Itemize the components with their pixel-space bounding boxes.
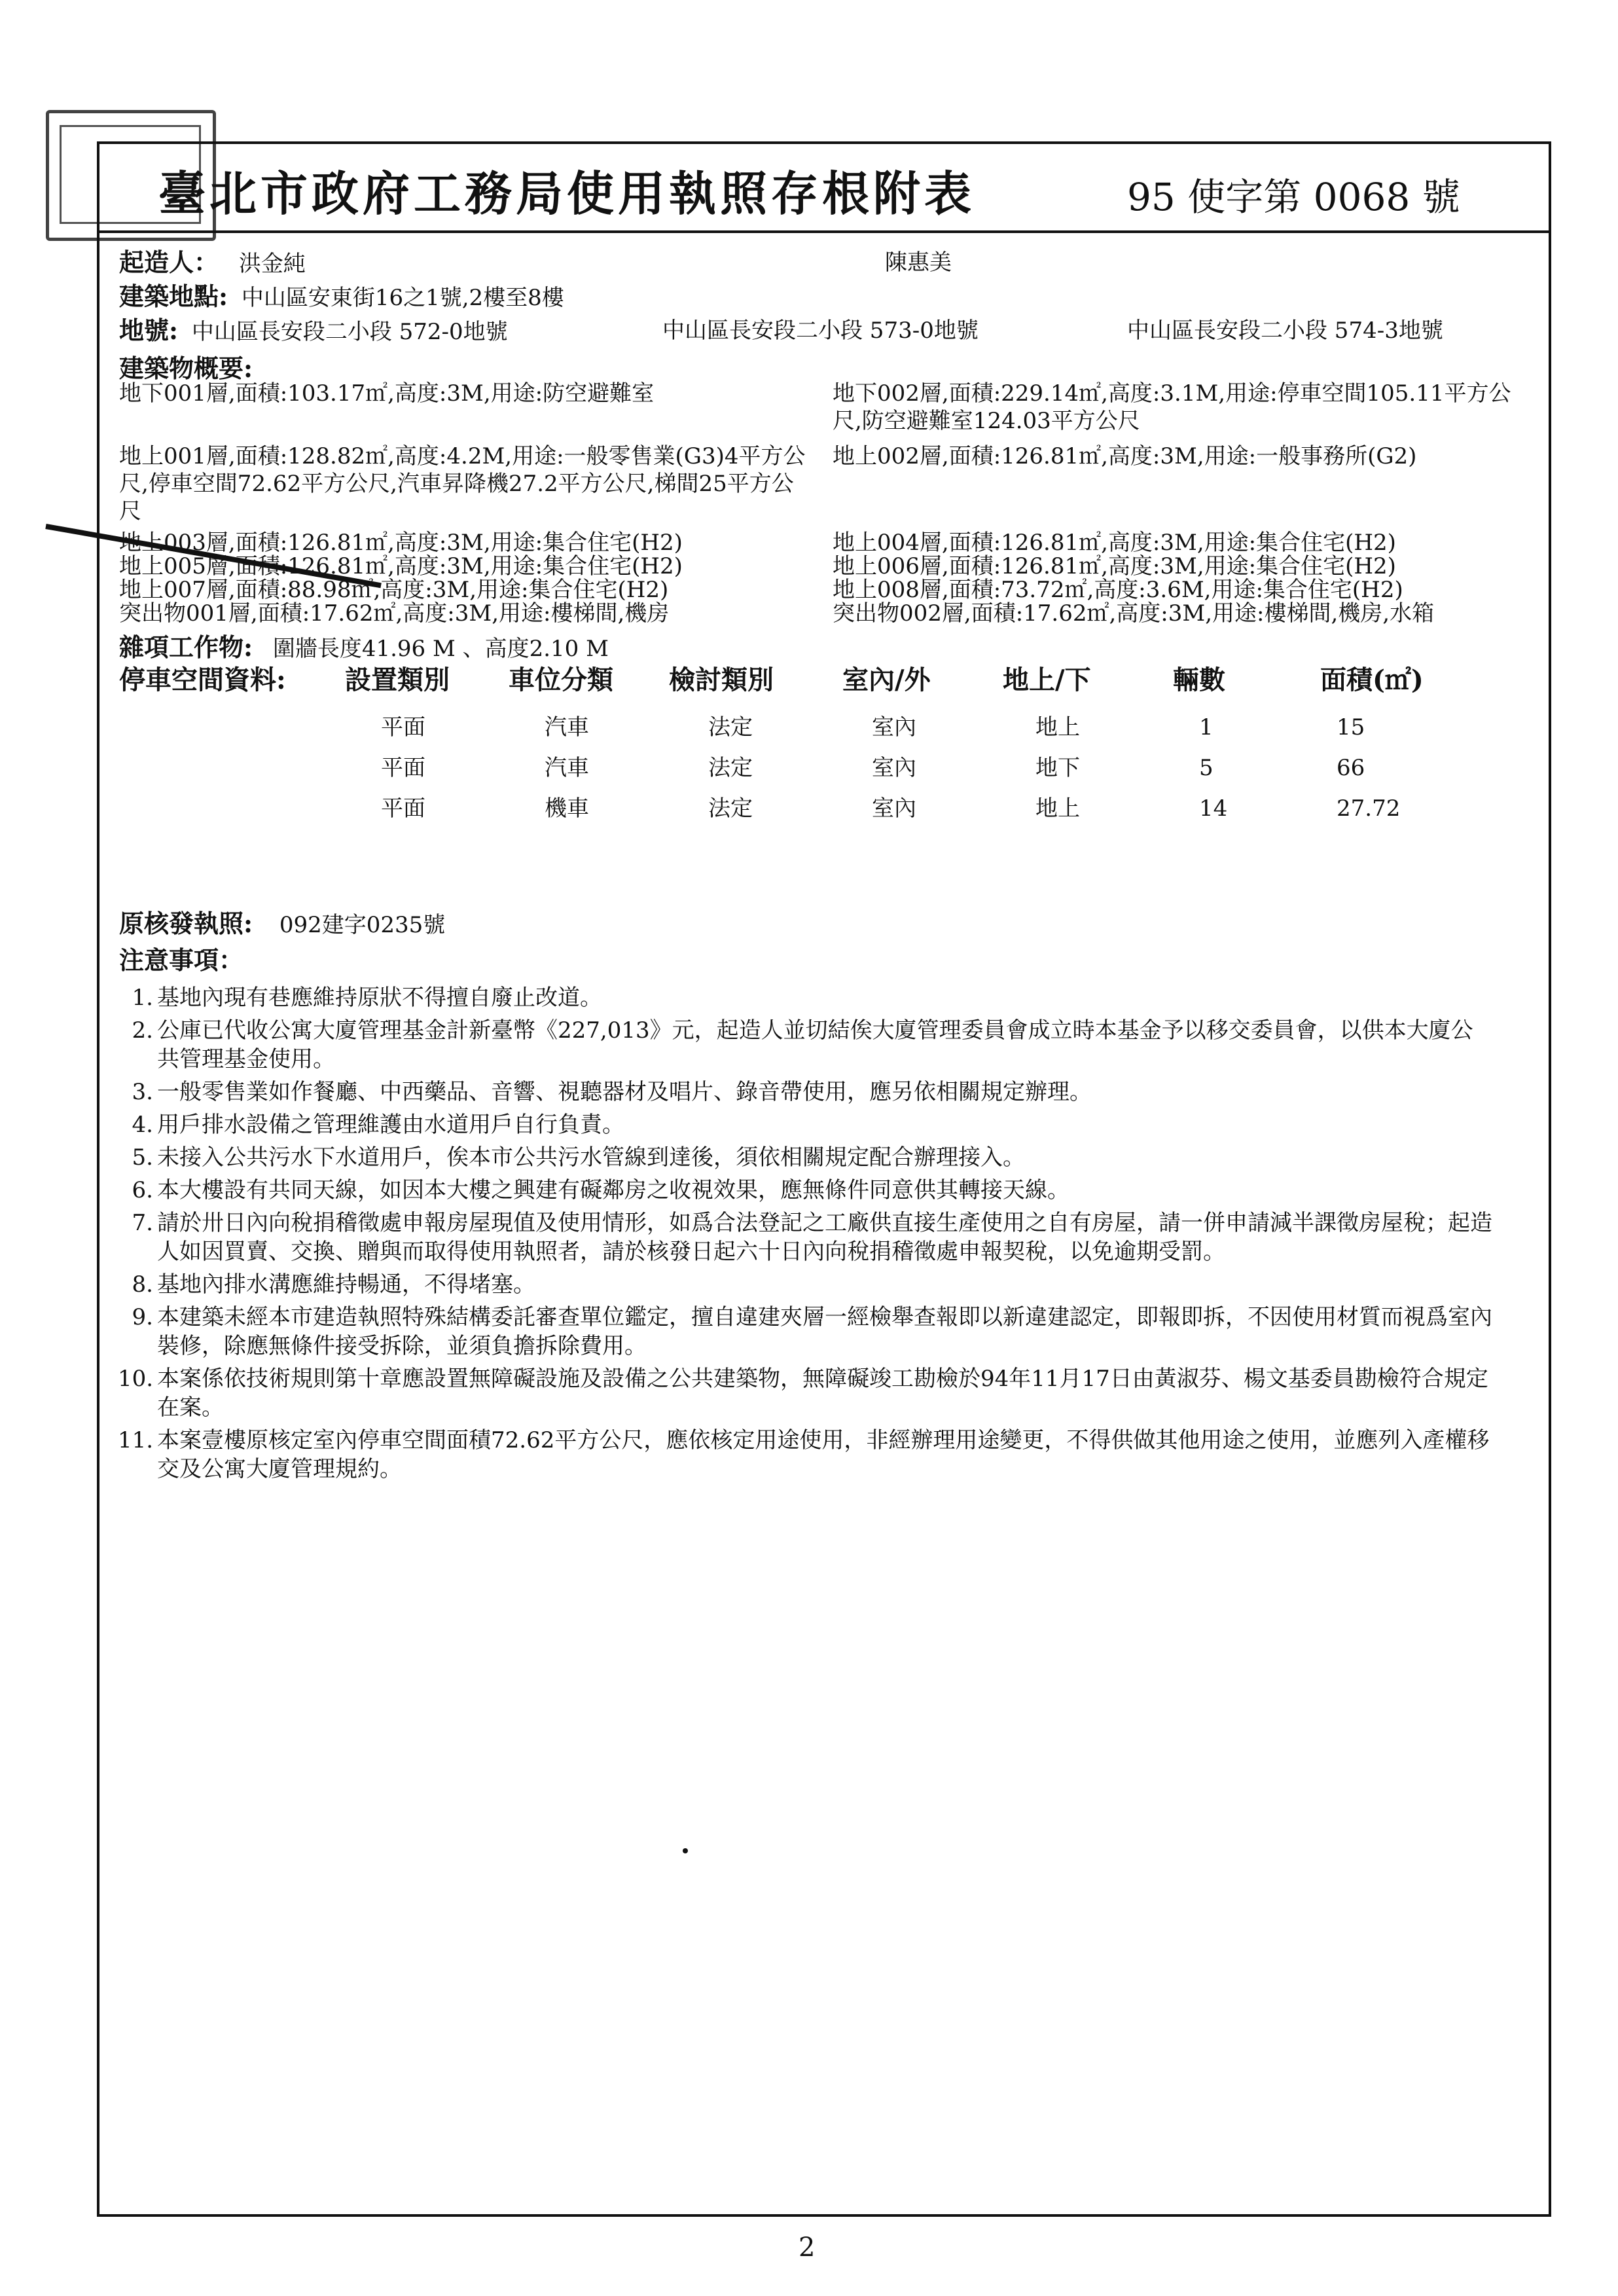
parking-r2-count: 5 (1199, 755, 1214, 781)
misc-value: 圍牆長度41.96 M 、高度2.10 M (272, 636, 609, 662)
document-title: 臺北市政府工務局使用執照存根附表 (158, 166, 976, 221)
note-item (118, 1426, 1492, 1484)
misc-label: 雜項工作物: (119, 632, 253, 662)
note-item (118, 1078, 1492, 1106)
floor-4: 地上004層,面積:126.81㎡,高度:3M,用途:集合住宅(H2) (833, 530, 1396, 556)
builders-row (119, 249, 306, 278)
parking-r2-level: 地下 (1035, 755, 1080, 781)
builder-name-1: 洪金純 (238, 251, 306, 277)
note-text: 本大樓設有共同天線，如因本大樓之興建有礙鄰房之收視效果，應無條件同意供其轉接天線。 (157, 1177, 1070, 1203)
note-text: 用戶排水設備之管理維護由水道用戶自行負責。 (157, 1112, 624, 1138)
lot-3: 中山區長安段二小段 574-3地號 (1127, 318, 1443, 344)
note-number: 7. (132, 1210, 153, 1236)
note-item (118, 1143, 1492, 1172)
site-label: 建築地點: (119, 282, 228, 311)
parking-header-area: 面積(㎡) (1320, 665, 1424, 695)
note-item (118, 983, 1492, 1012)
parking-r3-inout: 室內 (872, 795, 916, 822)
note-number: 3. (132, 1079, 153, 1105)
parking-r3-count: 14 (1199, 795, 1228, 822)
note-text: 請於卅日內向稅捐稽徵處申報房屋現值及使用情形，如爲合法登記之工廠供直接生產使用之自有房屋，請一併申請減半課徵房屋稅；起造人如因買賣、交換、贈與而取得使用執照者，請於核發日起六十日內向稅捐稽徵處申報契稅，以免逾期受罰。 (157, 1210, 1492, 1265)
parking-r2-review: 法定 (708, 755, 753, 781)
floor-6: 地上006層,面積:126.81㎡,高度:3M,用途:集合住宅(H2) (833, 553, 1396, 579)
misc-row (119, 634, 609, 663)
page-number: 2 (799, 2232, 816, 2263)
notes-list (118, 983, 1492, 1487)
parking-header-count: 輛數 (1173, 665, 1225, 695)
document-frame (97, 141, 1551, 2217)
note-number: 1. (132, 985, 153, 1011)
note-number: 8. (132, 1271, 153, 1298)
parking-r3-review: 法定 (708, 795, 753, 822)
parking-r1-type: 平面 (381, 714, 425, 740)
parking-header-class: 車位分類 (509, 665, 613, 695)
floor-b1: 地下001層,面積:103.17㎡,高度:3M,用途:防空避難室 (119, 380, 655, 407)
rooftop-1: 突出物001層,面積:17.62㎡,高度:3M,用途:樓梯間,機房 (119, 600, 670, 627)
floor-5: 地上005層,面積:126.81㎡,高度:3M,用途:集合住宅(H2) (119, 553, 683, 579)
note-number: 11. (118, 1427, 154, 1453)
builder-name-2: 陳惠美 (885, 249, 952, 276)
parking-r1-count: 1 (1199, 714, 1214, 740)
note-text: 公庫已代收公寓大廈管理基金計新臺幣《227,013》元，起造人並切結俟大廈管理委員會成立時本基金予以移交委員會，以供本大廈公共管理基金使用。 (157, 1017, 1473, 1072)
note-item (118, 1303, 1492, 1360)
note-text: 本建築未經本市建造執照特殊結構委託審查單位鑑定，擅自違建夾層一經檢舉查報即以新違建認定，即報即拆，不因使用材質而視爲室內裝修，除應無條件接受拆除，並須負擔拆除費用。 (157, 1304, 1492, 1359)
parking-header-inout: 室內/外 (842, 665, 931, 695)
parking-r2-type: 平面 (381, 755, 425, 781)
parking-r2-class: 汽車 (545, 755, 589, 781)
parking-header-review: 檢討類別 (669, 665, 774, 695)
rooftop-2: 突出物002層,面積:17.62㎡,高度:3M,用途:樓梯間,機房,水箱 (833, 600, 1435, 627)
parking-r3-area: 27.72 (1337, 795, 1401, 822)
floor-7: 地上007層,面積:88.98㎡,高度:3M,用途:集合住宅(H2) (119, 577, 669, 603)
parking-r1-area: 15 (1337, 714, 1365, 740)
note-number: 5. (132, 1144, 153, 1171)
title-row (99, 144, 1549, 233)
note-number: 4. (132, 1112, 153, 1138)
note-number: 6. (132, 1177, 153, 1203)
note-text: 基地內排水溝應維持暢通，不得堵塞。 (157, 1271, 535, 1298)
note-text: 未接入公共污水下水道用戶，俟本市公共污水管線到達後，須依相關規定配合辦理接入。 (157, 1144, 1025, 1171)
parking-section (119, 666, 1533, 863)
parking-r2-inout: 室內 (872, 755, 916, 781)
parking-r1-class: 汽車 (545, 714, 589, 740)
site-row (119, 283, 564, 312)
parking-r3-level: 地上 (1035, 795, 1080, 822)
builders-label: 起造人： (119, 247, 219, 277)
parking-header-level: 地上/下 (1003, 665, 1091, 695)
parking-r1-inout: 室內 (872, 714, 916, 740)
parking-r1-review: 法定 (708, 714, 753, 740)
floor-1: 地上001層,面積:128.82㎡,高度:4.2M,用途:一般零售業(G3)4平方公尺,停車空間72.62平方公尺,汽車昇降機27.2平方公尺,梯間25平方公尺 (119, 443, 806, 524)
note-number: 2. (132, 1017, 153, 1044)
note-text: 基地內現有巷應維持原狀不得擅自廢止改道。 (157, 985, 602, 1011)
notes-label: 注意事項： (119, 945, 244, 975)
note-item (118, 1110, 1492, 1139)
parking-r1-level: 地上 (1035, 714, 1080, 740)
original-permit-label: 原核發執照: (119, 909, 253, 938)
lot-1: 中山區長安段二小段 572-0地號 (191, 319, 508, 345)
floor-3: 地上003層,面積:126.81㎡,高度:3M,用途:集合住宅(H2) (119, 530, 683, 556)
floor-2: 地上002層,面積:126.81㎡,高度:3M,用途:一般事務所(G2) (833, 443, 1417, 469)
parking-header-type: 設置類別 (345, 665, 450, 695)
note-item (118, 1270, 1492, 1299)
stray-dot (683, 1848, 688, 1853)
parking-r3-class: 機車 (545, 795, 589, 822)
original-permit-value: 092建字0235號 (279, 912, 446, 938)
lot-2: 中山區長安段二小段 573-0地號 (662, 318, 979, 344)
lots-label: 地號: (119, 316, 179, 345)
floor-b2: 地下002層,面積:229.14㎡,高度:3.1M,用途:停車空間105.11平方公尺,防空避難室124.03平方公尺 (833, 380, 1511, 434)
permit-number: 95 使字第 0068 號 (1127, 175, 1460, 219)
note-item (118, 1176, 1492, 1205)
lots-row (119, 317, 508, 346)
note-item (118, 1016, 1492, 1074)
note-text: 本案係依技術規則第十章應設置無障礙設施及設備之公共建築物，無障礙竣工勘檢於94年11月17日由黃淑芬、楊文基委員勘檢符合規定在案。 (157, 1366, 1488, 1421)
note-number: 9. (132, 1304, 153, 1330)
floor-8: 地上008層,面積:73.72㎡,高度:3.6M,用途:集合住宅(H2) (833, 577, 1403, 603)
original-permit-row (119, 910, 445, 939)
parking-r2-area: 66 (1337, 755, 1365, 781)
note-item (118, 1364, 1492, 1422)
overview-label: 建築物概要: (119, 354, 253, 383)
parking-r3-type: 平面 (381, 795, 425, 822)
parking-label: 停車空間資料: (119, 665, 286, 695)
note-item (118, 1209, 1492, 1266)
note-number: 10. (118, 1366, 154, 1392)
note-text: 一般零售業如作餐廳、中西藥品、音響、視聽器材及唱片、錄音帶使用，應另依相關規定辦理。 (157, 1079, 1092, 1105)
note-text: 本案壹樓原核定室內停車空間面積72.62平方公尺，應依核定用途使用，非經辦理用途變更，不得供做其他用途之使用，並應列入產權移交及公寓大廈管理規約。 (157, 1427, 1490, 1482)
site-value: 中山區安東街16之1號,2樓至8樓 (241, 285, 564, 311)
